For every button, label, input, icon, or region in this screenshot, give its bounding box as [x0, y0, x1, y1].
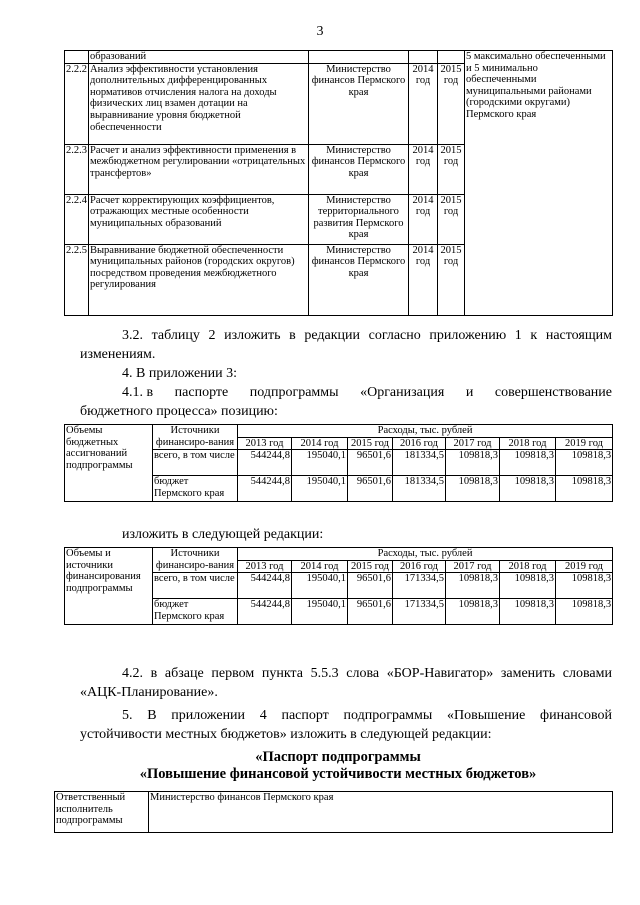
cell-num: 2.2.3	[65, 144, 89, 194]
paragraph-4-1-line1: 4.1. в паспорте подпрограммы «Организация и совершенствование	[122, 385, 612, 400]
table-row	[55, 792, 613, 833]
expenses-header: Расходы, тыс. рублей	[238, 425, 613, 438]
funding-table-new	[64, 547, 613, 625]
year-header: 2016 год	[393, 560, 446, 573]
passport-label: Ответственный исполнитель подпрограммы	[55, 792, 149, 833]
page-number: 3	[316, 24, 324, 39]
value-cell: 109818,3	[556, 599, 613, 625]
cell-org: Министерство территориального развития Пермского края	[309, 194, 409, 244]
year-header: 2016 год	[393, 437, 446, 450]
value-cell: 109818,3	[500, 450, 556, 476]
value-cell: 171334,5	[393, 573, 446, 599]
year-header: 2015 год	[348, 437, 393, 450]
table-row	[65, 425, 613, 438]
value-cell: 181334,5	[393, 476, 446, 502]
cell-start: 2014 год	[409, 194, 438, 244]
row-label: Объемы и источники финансирования подпрограммы	[65, 548, 153, 625]
cell-start: 2014 год	[409, 144, 438, 194]
paragraph-4-2: 4.2. в абзаце первом пункта 5.5.3 слова «БОР-Навигатор» заменить словами «АЦК-Планирование».	[80, 666, 612, 700]
value-cell: 195040,1	[292, 476, 348, 502]
cell-num: 2.2.5	[65, 244, 89, 315]
source-cell: всего, в том числе	[153, 450, 238, 476]
source-cell: всего, в том числе	[153, 573, 238, 599]
value-cell: 171334,5	[393, 599, 446, 625]
value-cell: 109818,3	[446, 573, 500, 599]
value-cell: 96501,6	[348, 599, 393, 625]
value-cell: 109818,3	[446, 450, 500, 476]
cell-text: Расчет корректирующих коэффициентов, отражающих местные особенности муниципальных образований	[89, 194, 309, 244]
value-cell: 96501,6	[348, 450, 393, 476]
cell-end: 2015 год	[438, 244, 465, 315]
cell-text: образований	[89, 51, 309, 64]
year-header: 2014 год	[292, 437, 348, 450]
year-header: 2013 год	[238, 560, 292, 573]
source-header: Источники финансиро-вания	[153, 548, 238, 573]
passport-value: Министерство финансов Пермского края	[149, 792, 613, 833]
year-header: 2017 год	[446, 560, 500, 573]
value-cell: 109818,3	[500, 599, 556, 625]
cell-text: Расчет и анализ эффективности применения в межбюджетном регулировании «отрицательных трансфертов»	[89, 144, 309, 194]
value-cell: 109818,3	[446, 599, 500, 625]
source-header: Источники финансиро-вания	[153, 425, 238, 450]
value-cell: 544244,8	[238, 476, 292, 502]
value-cell: 109818,3	[500, 476, 556, 502]
year-header: 2014 год	[292, 560, 348, 573]
paragraph-3-2: 3.2. таблицу 2 изложить в редакции согласно приложению 1 к настоящим изменениям.	[80, 328, 612, 362]
cell-text: Выравнивание бюджетной обеспеченности муниципальных районов (городских округов) посредством проведения межбюджетного регулирования	[89, 244, 309, 315]
paragraph-4: 4. В приложении 3:	[122, 366, 238, 381]
cell-text: Анализ эффективности установления дополнительных дифференцированных нормативов отчисления налога на доходы физических лиц взамен дотации на выравнивание уровня бюджетной обеспеченности	[89, 63, 309, 144]
cell-start: 2014 год	[409, 63, 438, 144]
row-label: Объемы бюджетных ассигнований подпрограммы	[65, 425, 153, 502]
value-cell: 109818,3	[446, 476, 500, 502]
passport-table	[54, 791, 613, 833]
cell-end: 2015 год	[438, 194, 465, 244]
cell-start: 2014 год	[409, 244, 438, 315]
cell-org: Министерство финансов Пермского края	[309, 144, 409, 194]
value-cell: 181334,5	[393, 450, 446, 476]
year-header: 2018 год	[500, 437, 556, 450]
cell-org: Министерство финансов Пермского края	[309, 63, 409, 144]
paragraph-5: 5. В приложении 4 паспорт подпрограммы «Повышение финансовой устойчивости местных бюджетов» изложить в следующей редакции:	[80, 708, 612, 742]
cell-num: 2.2.2	[65, 63, 89, 144]
passport-subtitle: «Повышение финансовой устойчивости местных бюджетов»	[139, 766, 537, 782]
value-cell: 544244,8	[238, 450, 292, 476]
value-cell: 195040,1	[292, 450, 348, 476]
value-cell: 96501,6	[348, 476, 393, 502]
cell-org: Министерство финансов Пермского края	[309, 244, 409, 315]
year-header: 2017 год	[446, 437, 500, 450]
source-cell: бюджет Пермского края	[153, 476, 238, 502]
value-cell: 96501,6	[348, 573, 393, 599]
year-header: 2013 год	[238, 437, 292, 450]
cell-num: 2.2.4	[65, 194, 89, 244]
paragraph-4-1-line2: бюджетного процесса» позицию:	[80, 404, 278, 419]
cell-note: 5 максимально обеспеченными и 5 минимально обеспеченными муниципальными районами (городскими округами) Пермского края	[465, 51, 613, 316]
year-header: 2018 год	[500, 560, 556, 573]
value-cell: 195040,1	[292, 599, 348, 625]
value-cell: 109818,3	[556, 573, 613, 599]
activities-table	[64, 50, 613, 316]
passport-title: «Паспорт подпрограммы	[255, 749, 421, 765]
table-row	[65, 51, 613, 64]
year-header: 2015 год	[348, 560, 393, 573]
value-cell: 544244,8	[238, 573, 292, 599]
paragraph-new-edit: изложить в следующей редакции:	[122, 527, 324, 542]
value-cell: 109818,3	[556, 476, 613, 502]
expenses-header: Расходы, тыс. рублей	[238, 548, 613, 561]
funding-table-old	[64, 424, 613, 502]
table-row	[65, 548, 613, 561]
year-header: 2019 год	[556, 560, 613, 573]
source-cell: бюджет Пермского края	[153, 599, 238, 625]
year-header: 2019 год	[556, 437, 613, 450]
cell-end: 2015 год	[438, 144, 465, 194]
value-cell: 195040,1	[292, 573, 348, 599]
value-cell: 544244,8	[238, 599, 292, 625]
cell-end: 2015 год	[438, 63, 465, 144]
value-cell: 109818,3	[500, 573, 556, 599]
value-cell: 109818,3	[556, 450, 613, 476]
